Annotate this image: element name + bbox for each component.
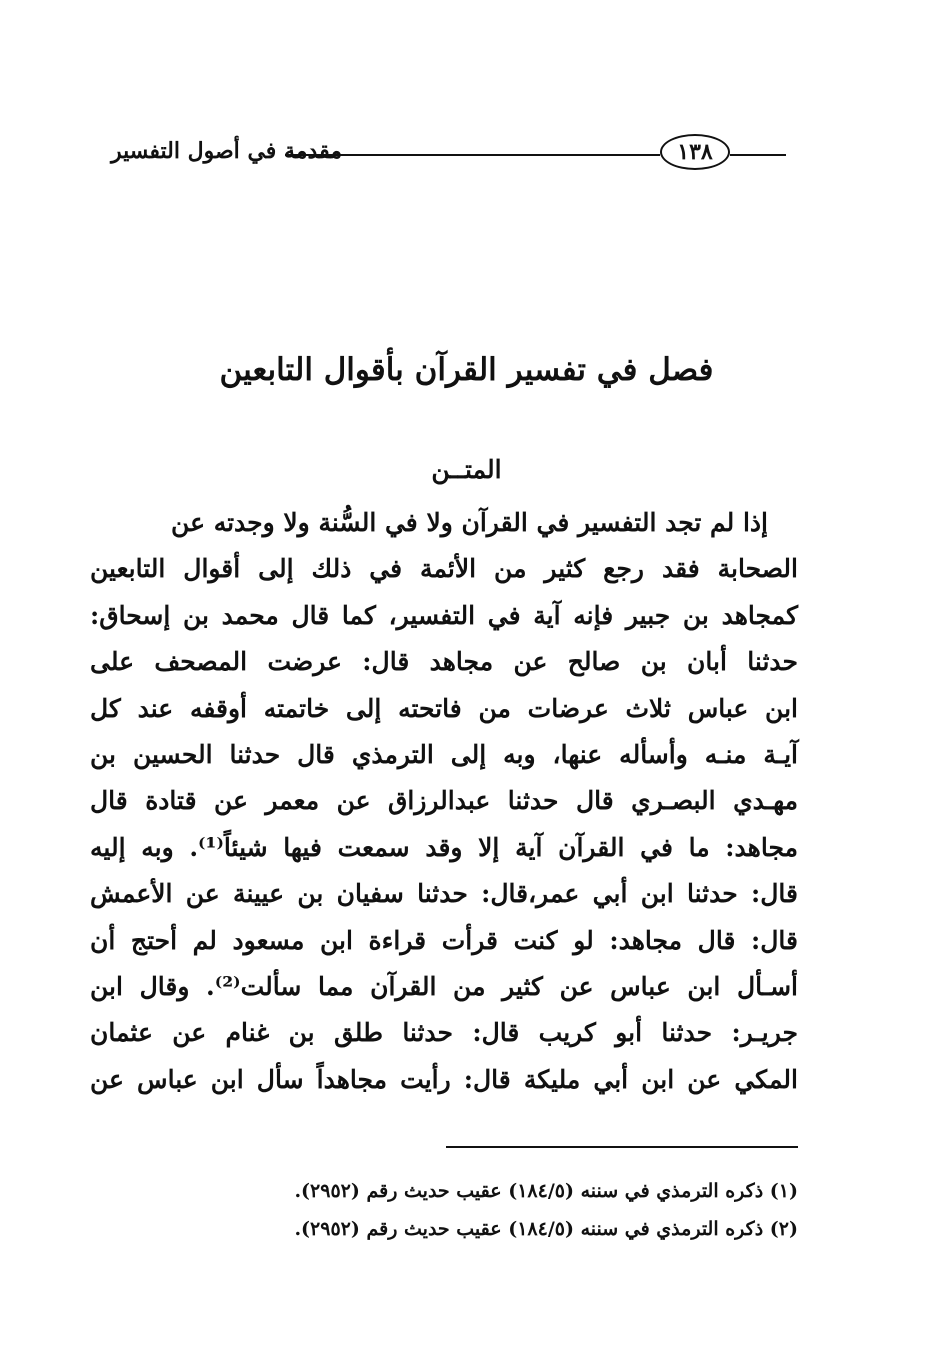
footnote-2: (٢) ذكره الترمذي في سننه (١٨٤/٥) عقيب حديث رقم (٢٩٥٢).: [294, 1218, 798, 1240]
header-rule-short: [730, 154, 786, 156]
body-line: قال: قال مجاهد: لو كنت قرأت قراءة ابن مسعود لم أحتج أن: [90, 925, 798, 955]
body-line: جريـر: حدثنا أبو كريب قال: حدثنا طلق بن غنام عن عثمان: [90, 1018, 798, 1048]
body-line: كمجاهد بن جبير فإنه آية في التفسير، كما قال محمد بن إسحاق:: [90, 600, 798, 630]
section-label: المتــن: [431, 455, 502, 484]
footnotes: [90, 1172, 798, 1248]
body-line: المكي عن ابن أبي مليكة قال: رأيت مجاهداً سأل ابن عباس عن: [90, 1064, 798, 1094]
chapter-heading: فصل في تفسير القرآن بأقوال التابعين: [219, 352, 714, 388]
body-line: ابن عباس ثلاث عرضات من فاتحته إلى خاتمته أوقفه عند كل: [90, 693, 798, 723]
footnote-separator: [446, 1146, 798, 1148]
body-line: مهـدي البصـري قال حدثنا عبدالرزاق عن معمر عن قتادة قال: [90, 786, 798, 816]
footnote-1: (١) ذكره الترمذي في سننه (١٨٤/٥) عقيب حديث رقم (٢٩٥٢).: [294, 1180, 798, 1202]
body-line: حدثنا أبان بن صالح عن مجاهد قال: عرضت المصحف على: [90, 647, 798, 677]
header-rule: [285, 154, 660, 156]
body-text: [90, 500, 798, 1103]
body-line: آيـة منـه وأسأله عنها، وبه إلى الترمذي قال حدثنا الحسين بن: [90, 739, 798, 769]
running-title: مقدمة في أصول التفسير: [111, 138, 342, 164]
body-line: إذا لم تجد التفسير في القرآن ولا في السُّنة ولا وجدته عن: [171, 508, 768, 537]
body-line: أسـأل ابن عباس عن كثير من القرآن مما سألت⁽²⁾. وقال ابن: [90, 971, 799, 1001]
body-line: الصحابة فقد رجع كثير من الأئمة في ذلك إلى أقوال التابعين: [90, 554, 798, 584]
body-line: قال: حدثنا ابن أبي عمر،قال: حدثنا سفيان بن عيينة عن الأعمش: [90, 879, 798, 909]
running-header: [70, 132, 790, 176]
page-number: ١٣٨: [660, 134, 730, 170]
body-line: مجاهد: ما في القرآن آية إلا وقد سمعت فيها شيئاً⁽¹⁾. وبه إليه: [90, 832, 798, 862]
